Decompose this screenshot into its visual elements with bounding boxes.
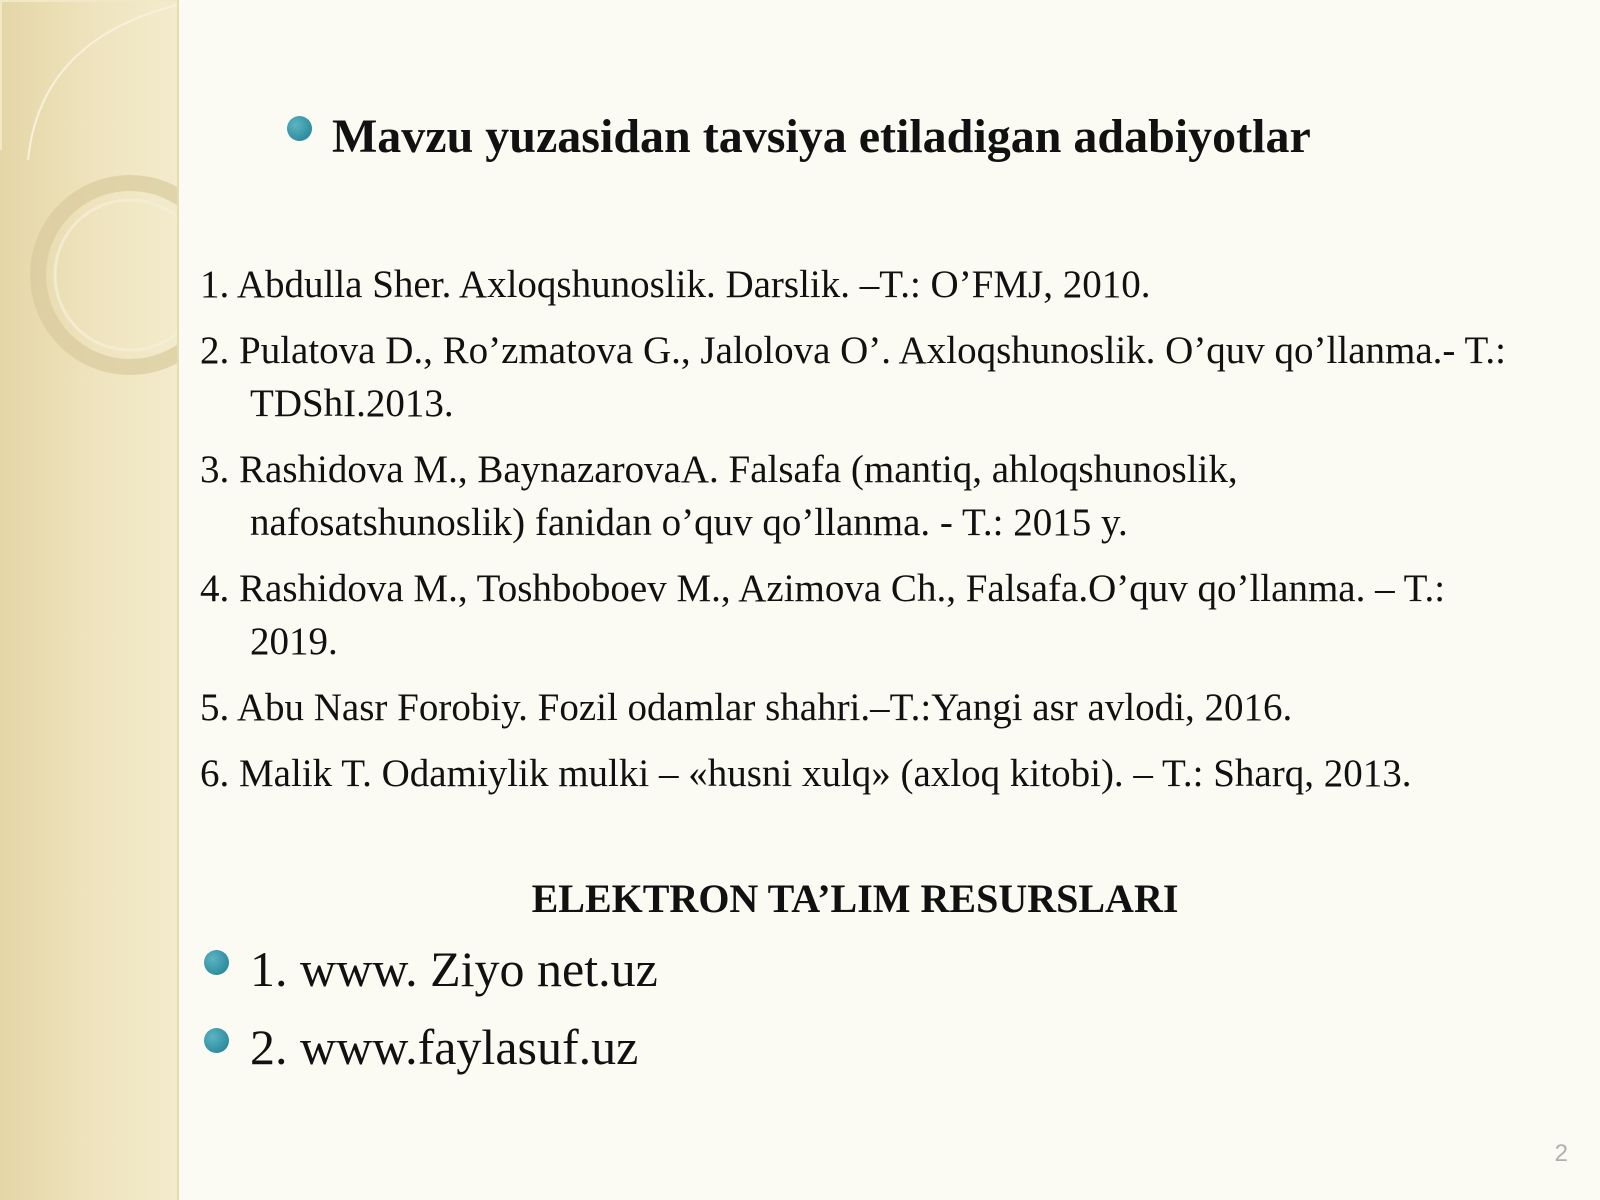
- reference-item: 2. Pulatova D., Ro’zmatova G., Jalolova O’. Axloqshunoslik. O’quv qo’llanma.- T.: TDShI.2013.: [200, 329, 1506, 425]
- resource-link-item: [200, 936, 1000, 1006]
- resource-link[interactable]: 2. www.faylasuf.uz: [250, 1019, 639, 1075]
- bullet-icon: [204, 950, 229, 975]
- decorative-rings: [0, 0, 177, 1200]
- reference-item: 6. Malik T. Odamiylik mulki – «husni xulq» (axloq kitobi). – T.: Sharq, 2013.: [200, 752, 1412, 795]
- slide-title-text: Mavzu yuzasidan tavsiya etiladigan adabiyotlar: [332, 110, 1311, 163]
- reference-list: [200, 258, 1510, 813]
- resource-link-item: [200, 1014, 1000, 1084]
- resource-link[interactable]: 1. www. Ziyo net.uz: [250, 941, 658, 997]
- page-number: 2: [1554, 1140, 1568, 1167]
- reference-item: 1. Abdulla Sher. Axloqshunoslik. Darslik. –T.: O’FMJ, 2010.: [200, 263, 1151, 306]
- reference-item: 5. Abu Nasr Forobiy. Fozil odamlar shahri.–T.:Yangi asr avlodi, 2016.: [200, 686, 1293, 729]
- electronic-resources-heading: ELEKTRON TA’LIM RESURSLARI: [531, 876, 1179, 921]
- slide-title: [282, 102, 1532, 172]
- bullet-icon: [204, 1028, 229, 1053]
- reference-item: 4. Rashidova M., Toshboboev M., Azimova Ch., Falsafa.O’quv qo’llanma. – T.: 2019.: [200, 567, 1446, 663]
- reference-item: 3. Rashidova M., BaynazarovaA. Falsafa (mantiq, ahloqshunoslik, nafosatshunoslik) fanidan o’quv qo’llanma. - T.: 2015 y.: [200, 448, 1238, 544]
- decorative-sidebar: [0, 0, 177, 1200]
- bullet-icon: [287, 116, 312, 141]
